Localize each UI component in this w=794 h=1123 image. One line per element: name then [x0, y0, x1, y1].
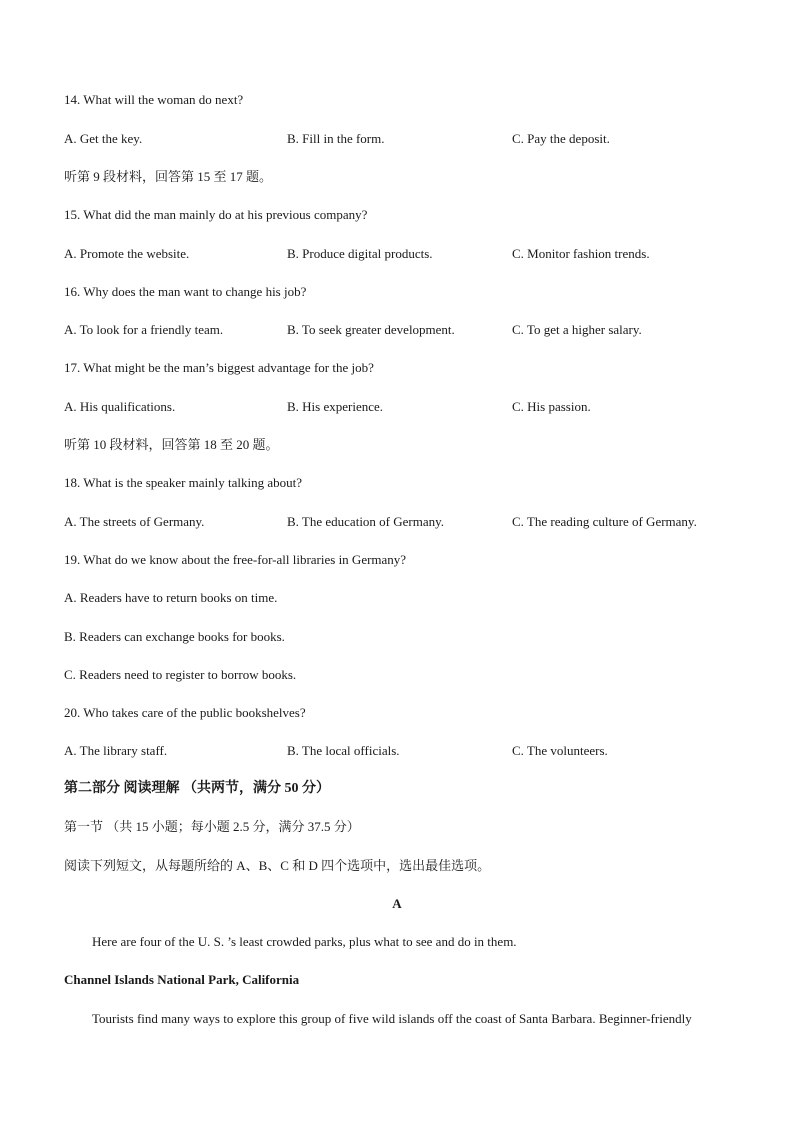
question-20: 20. Who takes care of the public bookshelves? [64, 705, 306, 720]
listening-instruction-9: 听第 9 段材料，回答第 15 至 17 题。 [64, 169, 273, 184]
q14-option-b: B. Fill in the form. [287, 131, 385, 146]
passage-intro: Here are four of the U. S. ’s least crowded parks, plus what to see and do in them. [92, 934, 517, 949]
section1-title: 第一节 （共 15 小题；每小题 2.5 分，满分 37.5 分） [64, 819, 360, 834]
question-18: 18. What is the speaker mainly talking about? [64, 475, 303, 490]
question-14: 14. What will the woman do next? [64, 92, 244, 107]
reading-instruction: 阅读下列短文，从每题所给的 A、B、C 和 D 四个选项中，选出最佳选项。 [64, 858, 491, 873]
q18-option-b: B. The education of Germany. [287, 514, 445, 529]
q18-option-a: A. The streets of Germany. [64, 514, 205, 529]
q20-option-a: A. The library staff. [64, 743, 168, 758]
question-15: 15. What did the man mainly do at his previous company? [64, 207, 368, 222]
q20-option-c: C. The volunteers. [512, 743, 608, 758]
q15-option-a: A. Promote the website. [64, 246, 190, 261]
q14-option-c: C. Pay the deposit. [512, 131, 610, 146]
listening-instruction-10: 听第 10 段材料，回答第 18 至 20 题。 [64, 437, 279, 452]
q16-option-a: A. To look for a friendly team. [64, 322, 224, 337]
q19-option-a: A. Readers have to return books on time. [64, 590, 278, 605]
part2-title: 第二部分 阅读理解 （共两节，满分 50 分） [64, 781, 330, 796]
q15-option-c: C. Monitor fashion trends. [512, 246, 650, 261]
q15-option-b: B. Produce digital products. [287, 246, 433, 261]
question-17: 17. What might be the man’s biggest advantage for the job? [64, 360, 374, 375]
q16-option-c: C. To get a higher salary. [512, 322, 642, 337]
q19-option-b: B. Readers can exchange books for books. [64, 629, 285, 644]
q20-option-b: B. The local officials. [287, 743, 400, 758]
passage-letter: A [392, 896, 402, 911]
q18-option-c: C. The reading culture of Germany. [512, 514, 697, 529]
q17-option-a: A. His qualifications. [64, 399, 176, 414]
passage-paragraph: Tourists find many ways to explore this group of five wild islands off the coast of Santa Barbara. Beginner-friendly [92, 1011, 692, 1026]
question-16: 16. Why does the man want to change his job? [64, 284, 307, 299]
q16-option-b: B. To seek greater development. [287, 322, 455, 337]
question-19: 19. What do we know about the free-for-all libraries in Germany? [64, 552, 407, 567]
q14-option-a: A. Get the key. [64, 131, 143, 146]
q17-option-c: C. His passion. [512, 399, 591, 414]
q17-option-b: B. His experience. [287, 399, 384, 414]
passage-subheading: Channel Islands National Park, California [64, 972, 300, 987]
q19-option-c: C. Readers need to register to borrow books. [64, 667, 297, 682]
